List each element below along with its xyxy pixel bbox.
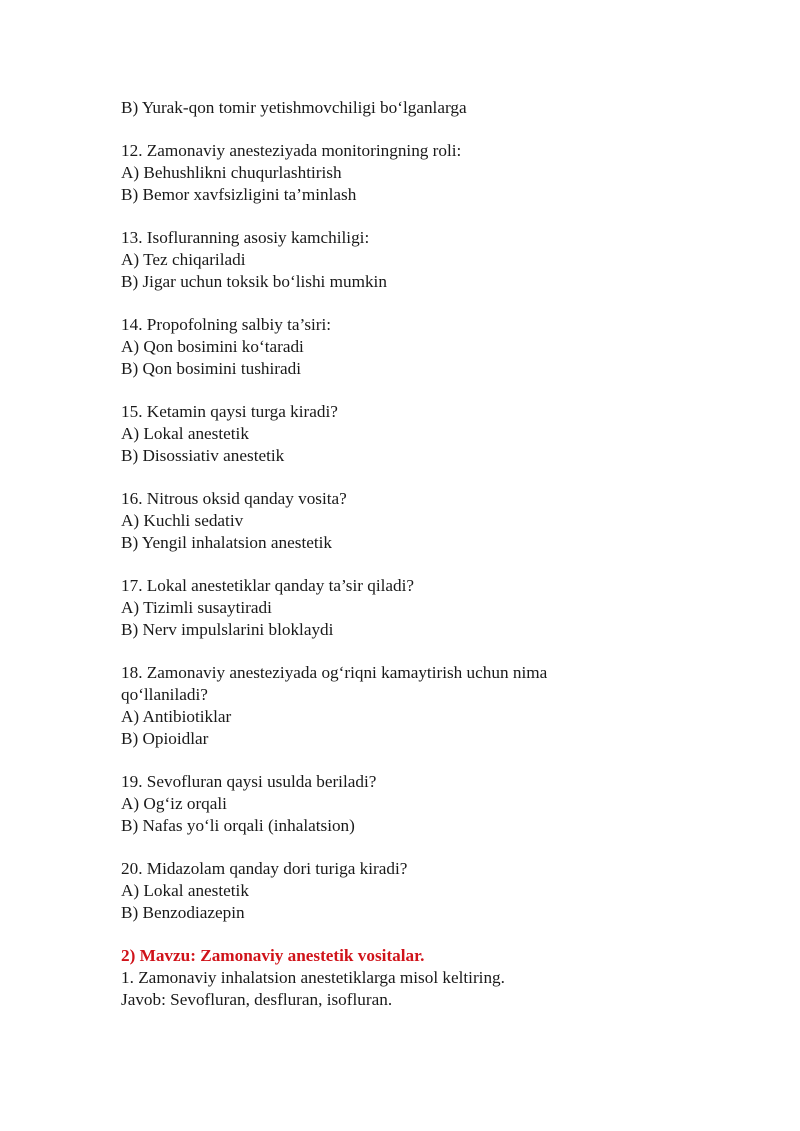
spacer xyxy=(121,467,721,488)
question-15: 15. Ketamin qaysi turga kiradi? xyxy=(121,402,338,421)
answer-option: B) Bemor xavfsizligini ta’minlash xyxy=(121,185,357,204)
question-12: 12. Zamonaviy anesteziyada monitoringning roli: xyxy=(121,141,462,160)
answer-option: B) Qon bosimini tushiradi xyxy=(121,359,301,378)
answer-option: A) Tez chiqariladi xyxy=(121,250,246,269)
answer-option: B) Jigar uchun toksik bo‘lishi mumkin xyxy=(121,272,387,291)
answer-option: B) Yurak-qon tomir yetishmovchiligi bo‘lganlarga xyxy=(121,98,467,117)
document-page xyxy=(121,97,721,1011)
answer-option: A) Qon bosimini ko‘taradi xyxy=(121,337,304,356)
answer-option: B) Nerv impulslarini bloklaydi xyxy=(121,620,334,639)
section-heading: 2) Mavzu: Zamonaviy anestetik vositalar. xyxy=(121,946,425,965)
spacer xyxy=(121,924,721,945)
answer-option: B) Benzodiazepin xyxy=(121,903,245,922)
answer-option: A) Kuchli sedativ xyxy=(121,511,244,530)
spacer xyxy=(121,293,721,314)
spacer xyxy=(121,837,721,858)
question-13: 13. Isofluranning asosiy kamchiligi: xyxy=(121,228,370,247)
question-18: 18. Zamonaviy anesteziyada og‘riqni kamaytirish uchun nima xyxy=(121,663,548,682)
question-17: 17. Lokal anestetiklar qanday ta’sir qiladi? xyxy=(121,576,415,595)
spacer xyxy=(121,554,721,575)
section-question-1: 1. Zamonaviy inhalatsion anestetiklarga misol keltiring. xyxy=(121,968,505,987)
question-14: 14. Propofolning salbiy ta’siri: xyxy=(121,315,332,334)
question-16: 16. Nitrous oksid qanday vosita? xyxy=(121,489,347,508)
question-20: 20. Midazolam qanday dori turiga kiradi? xyxy=(121,859,408,878)
answer-option: B) Nafas yo‘li orqali (inhalatsion) xyxy=(121,816,355,835)
answer-option: A) Lokal anestetik xyxy=(121,424,249,443)
spacer xyxy=(121,380,721,401)
answer-option: A) Og‘iz orqali xyxy=(121,794,227,813)
answer-option: A) Lokal anestetik xyxy=(121,881,249,900)
spacer xyxy=(121,206,721,227)
answer-option: A) Tizimli susaytiradi xyxy=(121,598,272,617)
answer-option: A) Antibiotiklar xyxy=(121,707,232,726)
section-answer-1: Javob: Sevofluran, desfluran, isofluran. xyxy=(121,990,393,1009)
question-18-continued: qo‘llaniladi? xyxy=(121,685,208,704)
spacer xyxy=(121,119,721,140)
question-19: 19. Sevofluran qaysi usulda beriladi? xyxy=(121,772,377,791)
answer-option: B) Opioidlar xyxy=(121,729,209,748)
spacer xyxy=(121,641,721,662)
answer-option: B) Disossiativ anestetik xyxy=(121,446,285,465)
answer-option: A) Behushlikni chuqurlashtirish xyxy=(121,163,342,182)
spacer xyxy=(121,750,721,771)
answer-option: B) Yengil inhalatsion anestetik xyxy=(121,533,333,552)
